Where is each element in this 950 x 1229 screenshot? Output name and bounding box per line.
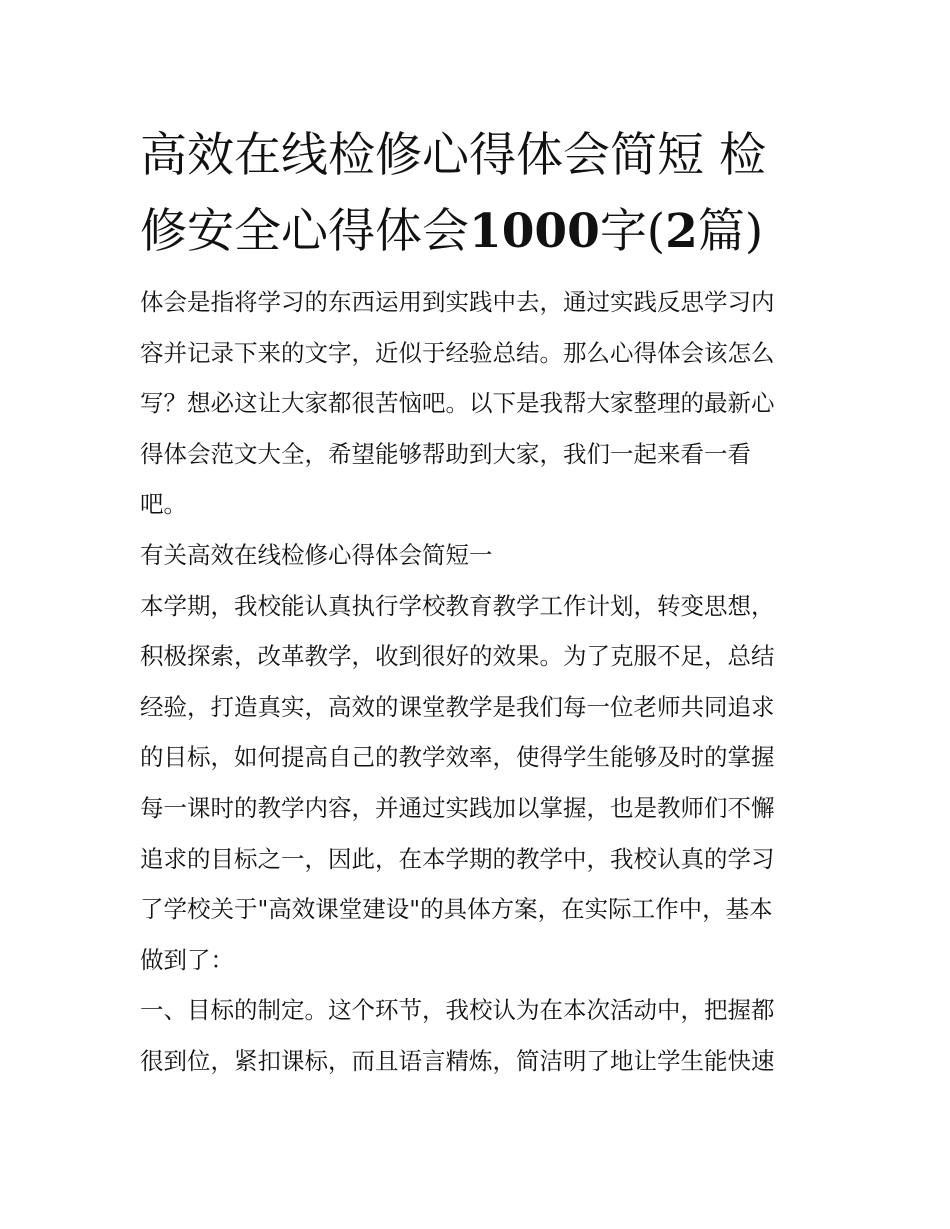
text-line: 一、目标的制定。这个环节，我校认为在本次活动中，把握都 xyxy=(140,996,775,1025)
text-line: 容并记录下来的文字，近似于经验总结。那么心得体会该怎么 xyxy=(140,338,775,367)
text-line: 经验，打造真实，高效的课堂教学是我们每一位老师共同追求 xyxy=(140,692,775,721)
text-line: 每一课时的教学内容，并通过实践加以掌握，也是教师们不懈 xyxy=(140,793,775,822)
title-line-2-text: 修安全心得体会 xyxy=(140,204,469,259)
text-line: 体会是指将学习的东西运用到实践中去，通过实践反思学习内 xyxy=(140,288,775,316)
title-number: 1000 xyxy=(469,204,600,259)
text-line: 做到了： xyxy=(140,945,234,974)
text-line: 本学期，我校能认真执行学校教育教学工作计划，转变思想， xyxy=(140,591,775,620)
document-body xyxy=(140,277,830,1087)
document-title xyxy=(140,118,820,270)
section-heading: 有关高效在线检修心得体会简短一 xyxy=(140,540,493,569)
text-line: 了学校关于"高效课堂建设"的具体方案，在实际工作中，基本 xyxy=(140,895,773,924)
title-count: 2 xyxy=(665,204,698,259)
text-line: 很到位，紧扣课标，而且语言精炼，简洁明了地让学生能快速 xyxy=(140,1046,775,1075)
text-line: 写？想必这让大家都很苦恼吧。以下是我帮大家整理的最新心 xyxy=(140,389,775,418)
text-line: 的目标，如何提高自己的教学效率，使得学生能够及时的掌握 xyxy=(140,743,775,772)
text-line: 得体会范文大全，希望能够帮助到大家，我们一起来看一看 xyxy=(140,439,751,468)
text-line: 吧。 xyxy=(140,490,187,519)
title-line-2-tail: 字( xyxy=(599,204,666,259)
text-line: 积极探索，改革教学，收到很好的效果。为了克服不足，总结 xyxy=(140,642,775,671)
title-line-2 xyxy=(140,194,820,270)
title-line-2-end: 篇) xyxy=(697,204,764,259)
text-line: 追求的目标之一，因此，在本学期的教学中，我校认真的学习 xyxy=(140,844,775,873)
title-line-1: 高效在线检修心得体会简短 检 xyxy=(140,128,766,183)
